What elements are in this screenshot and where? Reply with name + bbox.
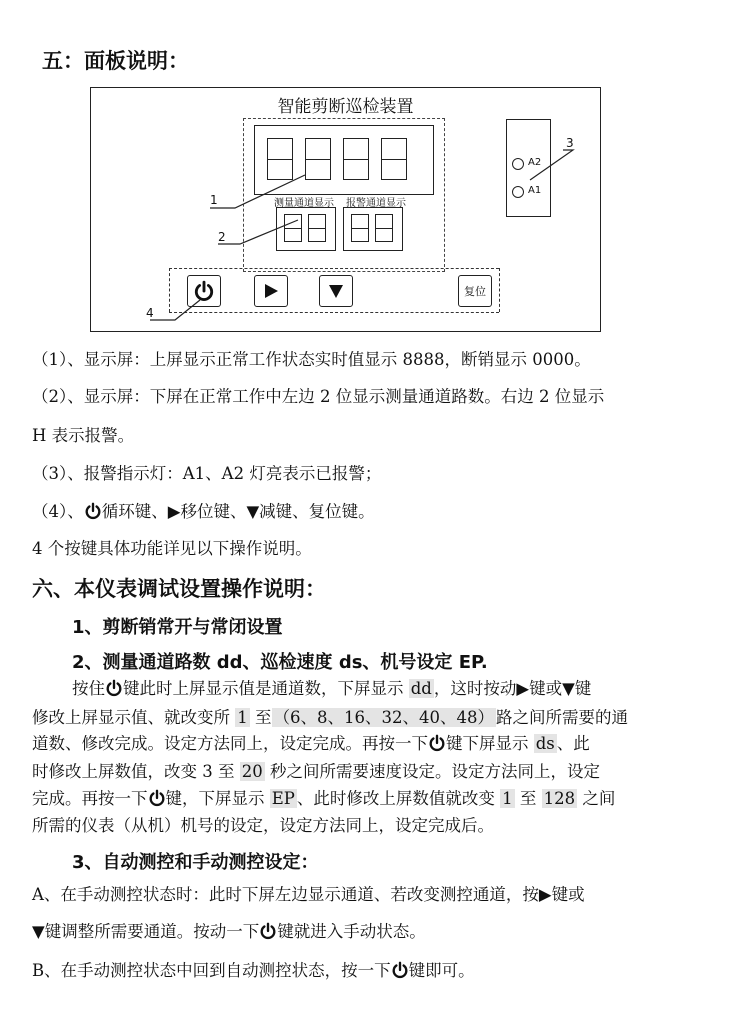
callout-2: 2	[218, 230, 226, 244]
power-icon	[148, 789, 166, 807]
led-a1-label: A1	[528, 185, 542, 196]
power-icon	[105, 679, 123, 697]
power-icon	[428, 734, 446, 752]
callout-3: 3	[566, 136, 574, 150]
power-icon	[259, 922, 277, 940]
subsection-3: 3、自动测控和手动测控设定：	[72, 852, 319, 873]
callout-4: 4	[146, 306, 154, 320]
power-icon	[84, 502, 102, 520]
callout-lines	[0, 0, 750, 340]
device-title: 智能剪断巡检装置	[277, 97, 414, 117]
section-5-title: 五：面板说明：	[42, 49, 189, 73]
desc-line-1: （1）、显示屏：上屏显示正常工作状态实时值显示 8888，断销显示 0000。	[32, 350, 591, 369]
para-line-2: 修改上屏显示值、就改变所 1 至 （6、8、16、32、40、48） 路之间所需要的通	[32, 708, 628, 727]
subsection-1: 1、剪断销常开与常闭设置	[72, 617, 283, 638]
para-line-1: 按住 键此时上屏显示值是通道数，下屏显示 dd ，这时按动▶键或▼键	[72, 679, 592, 698]
desc-line-3: （3）、报警指示灯：A1、A2 灯亮表示已报警；	[32, 464, 382, 483]
desc-line-5: 4 个按键具体功能详见以下操作说明。	[32, 539, 312, 558]
auto-line-b1: B、在手动测控状态中回到自动测控状态，按一下 键即可。	[32, 961, 475, 980]
para-line-5: 完成。再按一下 键，下屏显示 EP 、此时修改上屏数值就改变 1 至 128 之间	[32, 789, 616, 808]
para-line-6: 所需的仪表（从机）机号的设定，设定方法同上，设定完成后。	[32, 816, 494, 835]
desc-line-4: （4）、 循环键、▶移位键、▼减键、复位键。	[32, 502, 375, 521]
auto-line-a2: ▼键调整所需要通道。按动一下 键就进入手动状态。	[32, 922, 426, 941]
callout-1: 1	[210, 193, 218, 207]
led-a2-label: A2	[528, 157, 542, 168]
para-line-4: 时修改上屏数值，改变 3 至 20 秒之间所需要速度设定。设定方法同上，设定	[32, 762, 600, 781]
desc-line-2: （2）、显示屏：下屏在正常工作中左边 2 位显示测量通道路数。右边 2 位显示	[32, 387, 605, 406]
section-6-title: 六、本仪表调试设置操作说明：	[32, 577, 326, 601]
power-icon	[391, 961, 409, 979]
desc-line-2b: H 表示报警。	[32, 426, 135, 445]
measure-channel-label: 测量通道显示	[274, 198, 334, 209]
reset-button[interactable]: 复位	[458, 275, 492, 307]
alarm-channel-label: 报警通道显示	[346, 198, 406, 209]
para-line-3: 道数、修改完成。设定方法同上，设定完成。再按一下 键下屏显示 ds 、此	[32, 734, 590, 753]
auto-line-a1: A、在手动测控状态时：此时下屏左边显示通道、若改变测控通道，按▶键或	[32, 885, 585, 904]
subsection-2: 2、测量通道路数 dd、巡检速度 ds、机号设定 EP.	[72, 652, 488, 673]
